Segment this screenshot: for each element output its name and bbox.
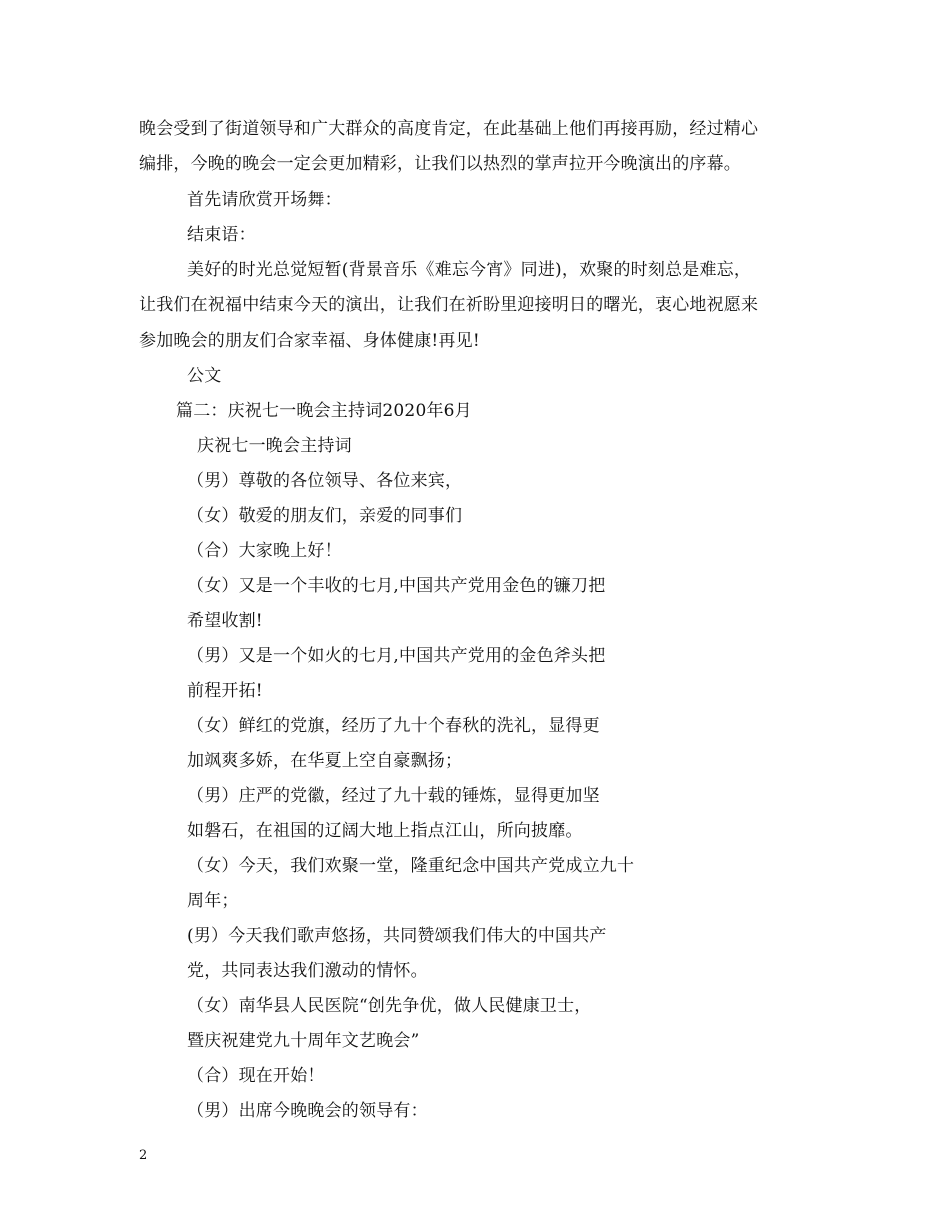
text-line: 暨庆祝建党九十周年文艺晚会” xyxy=(187,1031,420,1051)
text-line: （男）又是一个如火的七月,中国共产党用的金色斧头把 xyxy=(187,646,606,666)
text-line: 党，共同表达我们激动的情怀。 xyxy=(187,961,428,981)
text-line: 结束语： xyxy=(187,225,256,245)
text-line: 加飒爽多娇，在华夏上空自豪飘扬； xyxy=(187,751,463,771)
text-line: （合）大家晚上好！ xyxy=(187,541,342,561)
text-line: 晚会受到了街道领导和广大群众的高度肯定，在此基础上他们再接再励，经过精心 xyxy=(139,119,759,139)
text-line: 美好的时光总觉短暂(背景音乐《难忘今宵》同进)，欢聚的时刻总是难忘， xyxy=(187,260,752,280)
text-line: （女）鲜红的党旗，经历了九十个春秋的洗礼，显得更 xyxy=(187,716,600,736)
text-line: 让我们在祝福中结束今天的演出，让我们在祈盼里迎接明日的曙光，衷心地祝愿来 xyxy=(139,295,759,315)
text-line: （男）出席今晚晚会的领导有： xyxy=(187,1101,428,1121)
text-line: 希望收割! xyxy=(187,611,263,631)
text-line: （男）尊敬的各位领导、各位来宾， xyxy=(187,471,463,491)
section-heading: 篇二：庆祝七一晚会主持词2020年6月 xyxy=(176,401,472,421)
text-line: （合）现在开始！ xyxy=(187,1066,325,1086)
page-number: 2 xyxy=(139,1148,148,1163)
text-line: （女）敬爱的朋友们，亲爱的同事们 xyxy=(187,506,463,526)
text-line: （女）南华县人民医院“创先争优，做人民健康卫士， xyxy=(187,996,592,1016)
text-line: 参加晚会的朋友们合家幸福、身体健康!再见! xyxy=(139,331,480,351)
text-line: （女）今天，我们欢聚一堂，隆重纪念中国共产党成立九十 xyxy=(187,856,635,876)
text-line: 首先请欣赏开场舞： xyxy=(187,190,342,210)
text-line: （男）庄严的党徽，经过了九十载的锤炼，显得更加坚 xyxy=(187,786,600,806)
text-line: 编排，今晚的晚会一定会更加精彩，让我们以热烈的掌声拉开今晚演出的序幕。 xyxy=(139,154,741,174)
text-line: 如磐石，在祖国的辽阔大地上指点江山，所向披靡。 xyxy=(187,821,583,841)
text-line: 前程开拓! xyxy=(187,681,263,701)
text-line: 公文 xyxy=(187,366,222,386)
text-line: （女）又是一个丰收的七月,中国共产党用金色的镰刀把 xyxy=(187,576,606,596)
document-title: 庆祝七一晚会主持词 xyxy=(197,436,352,456)
text-line: 周年； xyxy=(187,891,239,911)
text-line: (男）今天我们歌声悠扬，共同赞颂我们伟大的中国共产 xyxy=(187,926,607,946)
